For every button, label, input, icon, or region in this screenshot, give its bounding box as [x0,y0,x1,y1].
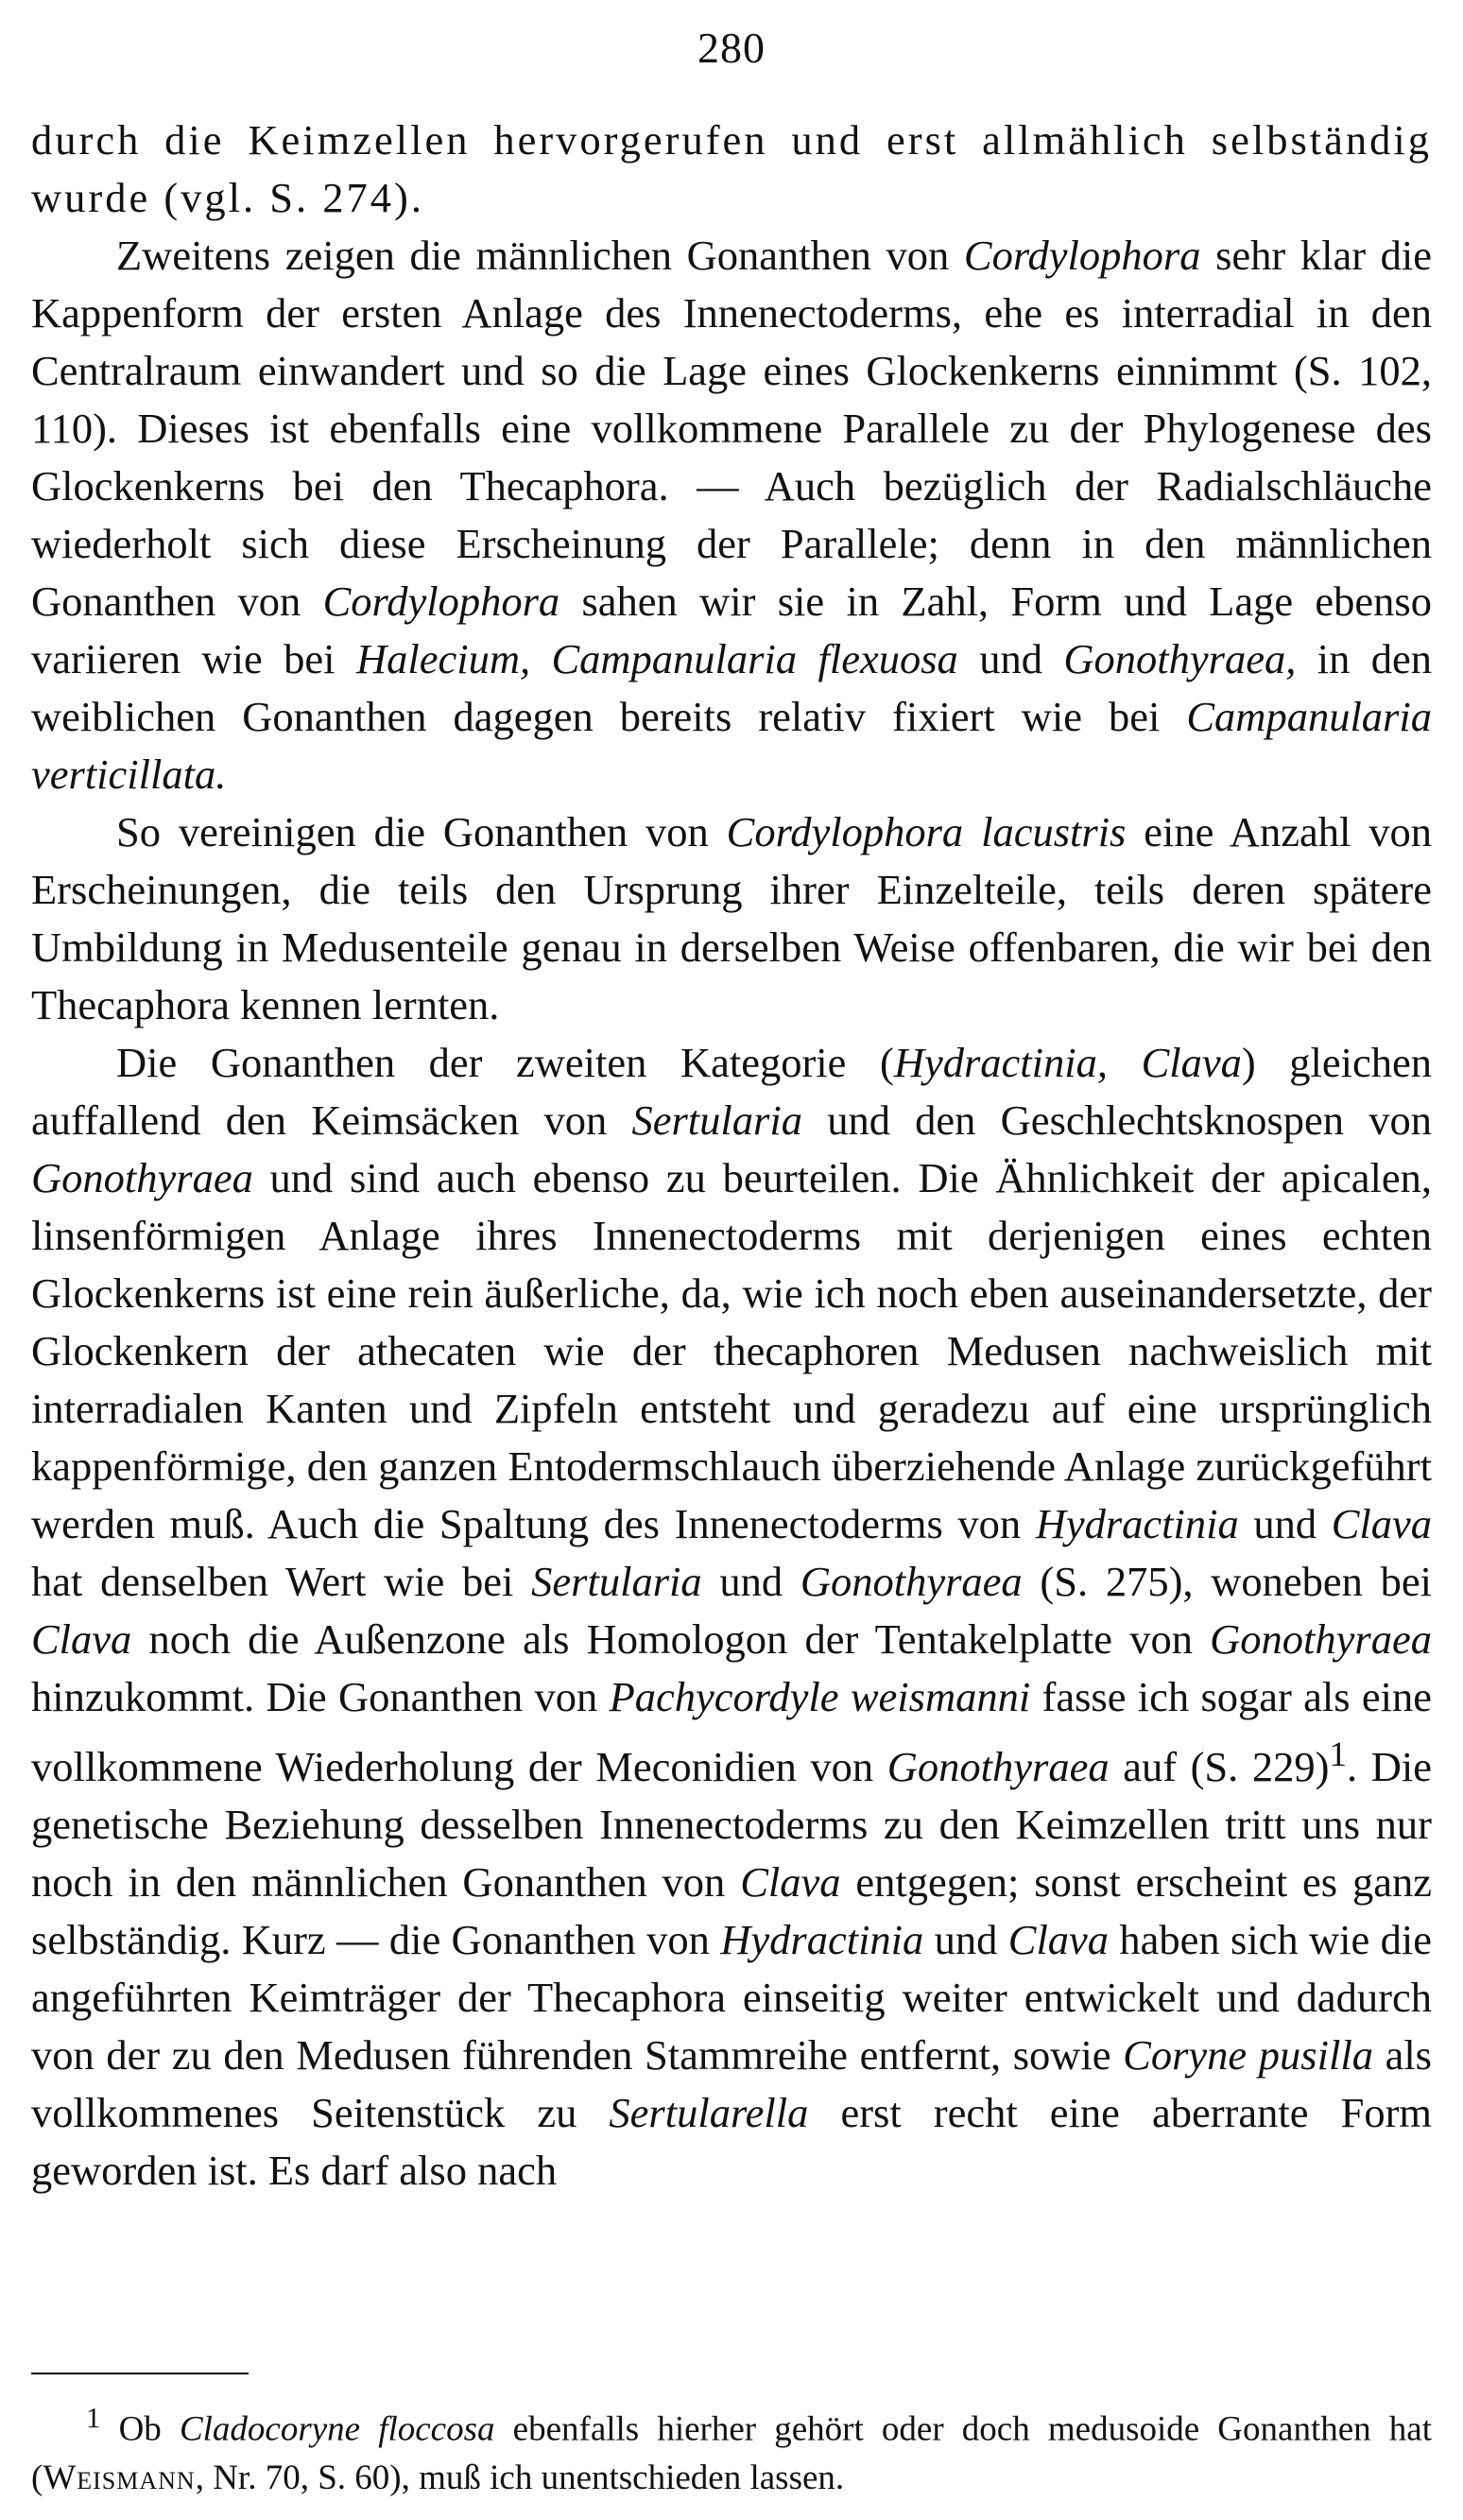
italic-term: Cordylophora [322,578,560,625]
page-number: 280 [697,24,766,72]
text-run: haben sich wie die angeführten Keimträger der Thecaphora einseitig weiter entwickelt und dadurch von der zu den Medusen führenden Stammreihe entfernt, sowie [31,1915,1432,2079]
italic-term: Hydractinia [1035,1500,1239,1547]
italic-term: Gonothyraea [886,1742,1110,1790]
text-run: hat denselben Wert wie bei [31,1558,532,1605]
text-run: als vollkommenes Seitenstück zu [31,2030,1432,2136]
text-run: . Die genetische Beziehung desselben Innenectoderms zu den Keimzellen tritt uns nur noch in den männlichen Gonanthen von [31,1742,1432,1906]
italic-term: Cladocoryne floccosa [179,2409,495,2449]
text-run: und [957,635,1064,682]
text-run: auf (S. 229) [1109,1742,1330,1790]
italic-term: Gonothyraea, [1063,635,1297,682]
italic-term: Hydractinia, Clava [893,1039,1242,1086]
italic-term: Clava [31,1615,132,1663]
text-run: sehr klar die Kappenform der ersten Anlage des Innenectoderms, ehe es interradial in den Centralraum einwandert und so die Lage eines Glockenkerns einnimmt (S. 102, 110). Dieses ist ebenfalls eine vollkommene Parallele zu der Phylogenese des Glockenkerns bei den Thecaphora. — Auch bezüglich der Radialschläuche wiederholt sich diese Erscheinung der Parallele; denn in den männlichen Gonanthen von [31,232,1432,625]
italic-term: Sertularia [531,1558,702,1605]
italic-term: Clava [740,1857,841,1906]
paragraph [31,112,1432,227]
footnote-marker: 1 [86,2402,101,2434]
text-run: fasse ich sogar als eine vollkommene Wiederholung der Meconidien von [31,1673,1432,1790]
footnote [31,2393,1432,2503]
text-run: sahen wir sie in Zahl, Form und Lage ebenso variieren wie bei [31,578,1432,682]
text-run: und sind auch ebenso zu beurteilen. Die Ähnlichkeit der apicalen, linsenförmigen Anlage ihres Innenectoderms mit derjenigen eines echten Glockenkerns ist eine rein äußerliche, da, wie ich noch eben auseinandersetzte, der Glockenkern der athecaten wie der thecaphoren Medusen nachweislich mit interradialen Kanten und Zipfeln entsteht und geradezu auf eine ursprünglich kappenförmige, den ganzen Entodermschlauch überziehende Anlage zurückgeführt werden muß. Auch die Spaltung des Innenectoderms von [31,1154,1432,1547]
text-run: und [923,1915,1008,1963]
footnote-divider [31,2373,249,2374]
italic-term: Coryne pusilla [1123,2030,1373,2079]
text-run: Die Gonanthen der zweiten Kategorie ( [116,1039,894,1086]
text-run: So vereinigen die Gonanthen von [116,808,727,855]
text-run: , Nr. 70, S. 60), muß ich unentschieden lassen. [195,2459,845,2498]
paragraph [31,803,1432,1034]
text-run: ebenfalls hierher gehört oder doch medusoide Gonanthen hat ( [31,2409,1432,2498]
italic-term: Pachycordyle weismanni [609,1673,1031,1720]
text-run: in den weiblichen Gonanthen dagegen bereits relativ fixiert wie bei [31,635,1433,740]
text-run: durch die Keimzellen hervorgerufen und erst allmählich selbständig wurde (vgl. S. 274). [31,116,1432,221]
italic-term: Sertularia [631,1096,802,1144]
text-run: und [701,1558,800,1605]
author-name: Weismann [43,2459,196,2498]
text-run: erst recht eine aberrante Form geworden ist. Es darf also nach [31,2088,1432,2194]
text-run: Zweitens zeigen die männlichen Gonanthen von [116,232,964,279]
text-run: eine Anzahl von Erscheinungen, die teils den Ursprung ihrer Einzelteile, teils deren spätere Umbildung in Medusenteile genau in derselben Weise offenbaren, die wir bei den Thecaphora kennen lernten. [31,808,1432,1028]
paragraph [31,227,1432,803]
italic-term: Cordylophora lacustris [726,808,1127,855]
italic-term: Gonothyraea [800,1558,1023,1605]
text-run: entgegen; sonst erscheint es ganz selbständig. Kurz — die Gonanthen von [31,1857,1432,1963]
text-run: Ob [100,2409,180,2449]
italic-term: Halecium, Campanularia flexuosa [355,635,958,682]
italic-term: Campanularia verticillata. [31,693,1432,798]
paragraph [31,1034,1432,2200]
footnotes [31,2393,1432,2503]
text-run: und [1238,1500,1332,1547]
text-run: hinzukommt. Die Gonanthen von [31,1673,610,1720]
italic-term: Clava [1331,1500,1432,1547]
italic-term: Hydractinia [720,1915,924,1963]
text-run: noch die Außenzone als Homologon der Tentakelplatte von [131,1615,1211,1663]
italic-term: Sertularella [609,2088,809,2136]
footnote-marker: 1 [1329,1735,1348,1774]
italic-term: Gonothyraea [1210,1615,1432,1663]
text-run: (S. 275), woneben bei [1022,1558,1433,1605]
italic-term: Cordylophora [963,232,1201,279]
italic-term: Clava [1007,1915,1110,1963]
text-run: ) gleichen auffallend den Keimsäcken von [31,1039,1432,1144]
text-run: und den Geschlechtsknospen von [801,1096,1432,1144]
document-page [31,0,1432,2520]
italic-term: Gonothyraea [31,1154,253,1201]
body-text [31,112,1432,2200]
